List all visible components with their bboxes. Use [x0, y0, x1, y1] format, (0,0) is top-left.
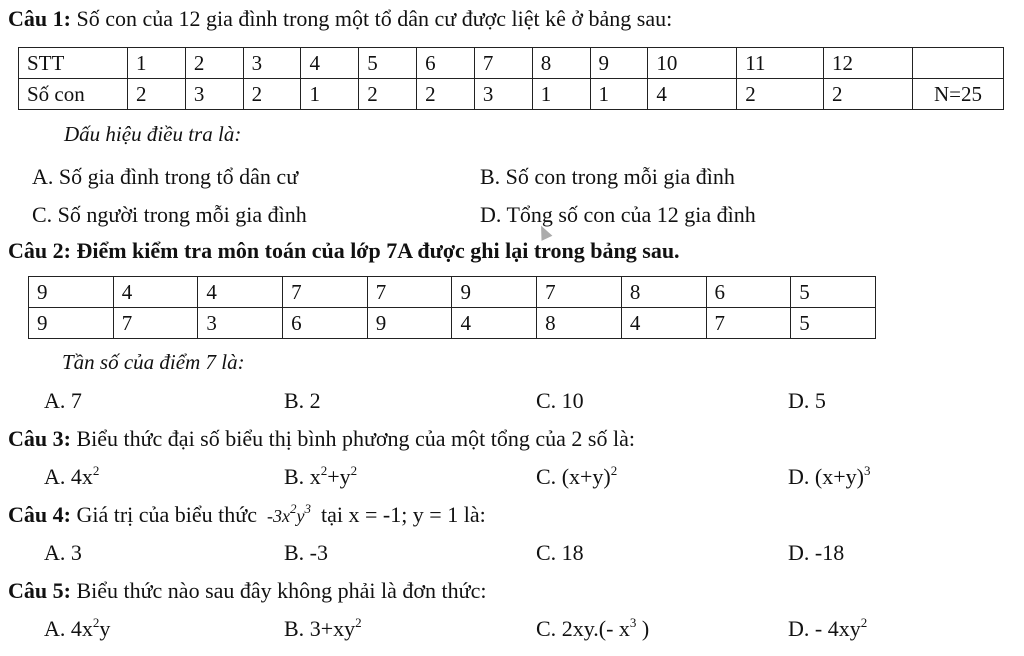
- table-cell: 3: [185, 79, 243, 110]
- q5-text: Biểu thức nào sau đây không phải là đơn thức:: [76, 578, 487, 603]
- q2-option-b: B. 2: [284, 388, 321, 413]
- table-cell: 9: [29, 277, 114, 308]
- q3-text: Biểu thức đại số biểu thị bình phương của một tổng của 2 số là:: [76, 426, 635, 451]
- q1-table: [18, 47, 1004, 110]
- table-cell: Số con: [19, 79, 128, 110]
- q2-table-row-1: [29, 277, 876, 308]
- table-cell: 6: [417, 48, 475, 79]
- table-cell: 8: [621, 277, 706, 308]
- table-cell: 4: [452, 308, 537, 339]
- table-cell: 7: [283, 277, 368, 308]
- table-cell: 4: [198, 277, 283, 308]
- q1-option-d: D. Tổng số con của 12 gia đình: [480, 202, 756, 227]
- table-cell: 2: [823, 79, 912, 110]
- q2-table-row-2: [29, 308, 876, 339]
- table-cell: 2: [185, 48, 243, 79]
- q1-label: Câu 1:: [8, 6, 71, 31]
- q1-table-row-stt: [19, 48, 1004, 79]
- table-cell: 5: [791, 308, 876, 339]
- table-cell: 2: [359, 79, 417, 110]
- q2-option-c: C. 10: [536, 388, 584, 413]
- table-cell: 7: [113, 308, 198, 339]
- table-cell: 2: [128, 79, 186, 110]
- table-cell: 7: [706, 308, 791, 339]
- table-cell: 6: [706, 277, 791, 308]
- table-cell: 4: [648, 79, 737, 110]
- table-cell: 2: [417, 79, 475, 110]
- table-cell: 9: [29, 308, 114, 339]
- q4-option-c: C. 18: [536, 540, 584, 565]
- q1-option-c: C. Số người trong mỗi gia đình: [32, 202, 307, 227]
- table-cell: 2: [737, 79, 824, 110]
- q1-text: Số con của 12 gia đình trong một tổ dân cư được liệt kê ở bảng sau:: [76, 6, 673, 31]
- table-cell: 9: [590, 48, 648, 79]
- table-cell: 1: [301, 79, 359, 110]
- table-cell: 4: [113, 277, 198, 308]
- table-cell: 3: [474, 79, 532, 110]
- table-cell: 3: [243, 48, 301, 79]
- q5-option-d: D. - $4xy^2$: [788, 615, 868, 641]
- table-cell: 7: [367, 277, 452, 308]
- q5-label: Câu 5:: [8, 578, 71, 603]
- q2-label: Câu 2:: [8, 238, 71, 263]
- table-cell: 7: [474, 48, 532, 79]
- table-cell: 8: [532, 48, 590, 79]
- table-cell: 5: [359, 48, 417, 79]
- q4-heading: [8, 501, 486, 527]
- table-cell: 9: [367, 308, 452, 339]
- q1-option-a: A. Số gia đình trong tổ dân cư: [32, 164, 299, 189]
- q2-table: [28, 276, 876, 339]
- table-cell: 6: [283, 308, 368, 339]
- table-cell: 11: [737, 48, 824, 79]
- q1-option-b: B. Số con trong mỗi gia đình: [480, 164, 735, 189]
- q3-option-c: C. $(x+y)^2$: [536, 463, 618, 489]
- table-cell: 7: [537, 277, 622, 308]
- table-cell-total: N=25: [913, 79, 1004, 110]
- table-cell: 4: [301, 48, 359, 79]
- q4-text-before: Giá trị của biểu thức: [76, 502, 257, 527]
- q4-option-d: D. -18: [788, 540, 845, 565]
- q3-option-b: B. $x^2+y^2$: [284, 463, 358, 489]
- q4-option-b: B. -3: [284, 540, 328, 565]
- q2-option-a: A. 7: [44, 388, 82, 413]
- table-cell: [913, 48, 1004, 79]
- q5-option-c: C. 2xy.(- $x^3$ ): [536, 615, 650, 641]
- q1-heading: [8, 8, 672, 30]
- q4-label: Câu 4:: [8, 502, 71, 527]
- table-cell: 1: [590, 79, 648, 110]
- table-cell: 4: [621, 308, 706, 339]
- q5-heading: [8, 580, 486, 602]
- q3-label: Câu 3:: [8, 426, 71, 451]
- q4-text-after: tại x = -1; y = 1 là:: [320, 502, 486, 527]
- table-cell: 10: [648, 48, 737, 79]
- table-cell: 1: [532, 79, 590, 110]
- table-cell: 3: [198, 308, 283, 339]
- q3-option-a: A. $4x^2$: [44, 463, 100, 489]
- table-cell: 9: [452, 277, 537, 308]
- q3-heading: [8, 428, 635, 450]
- q4-expression: $-3x^2y^3$: [262, 501, 311, 526]
- table-cell: 12: [823, 48, 912, 79]
- table-cell: STT: [19, 48, 128, 79]
- q1-table-row-so-con: [19, 79, 1004, 110]
- q2-heading: [8, 240, 680, 262]
- table-cell: 1: [128, 48, 186, 79]
- q2-option-d: D. 5: [788, 388, 826, 413]
- q4-option-a: A. 3: [44, 540, 82, 565]
- q1-prompt: Dấu hiệu điều tra là:: [64, 122, 242, 146]
- table-cell: 5: [791, 277, 876, 308]
- q5-option-a: A. $4x^2y$: [44, 615, 111, 641]
- table-cell: 2: [243, 79, 301, 110]
- table-cell: 8: [537, 308, 622, 339]
- q3-option-d: D. $(x+y)^3$: [788, 463, 871, 489]
- q2-text: Điểm kiểm tra môn toán của lớp 7A được ghi lại trong bảng sau.: [76, 238, 680, 263]
- q5-option-b: B. $3+xy^2$: [284, 615, 362, 641]
- q2-prompt: Tần số của điểm 7 là:: [62, 350, 245, 374]
